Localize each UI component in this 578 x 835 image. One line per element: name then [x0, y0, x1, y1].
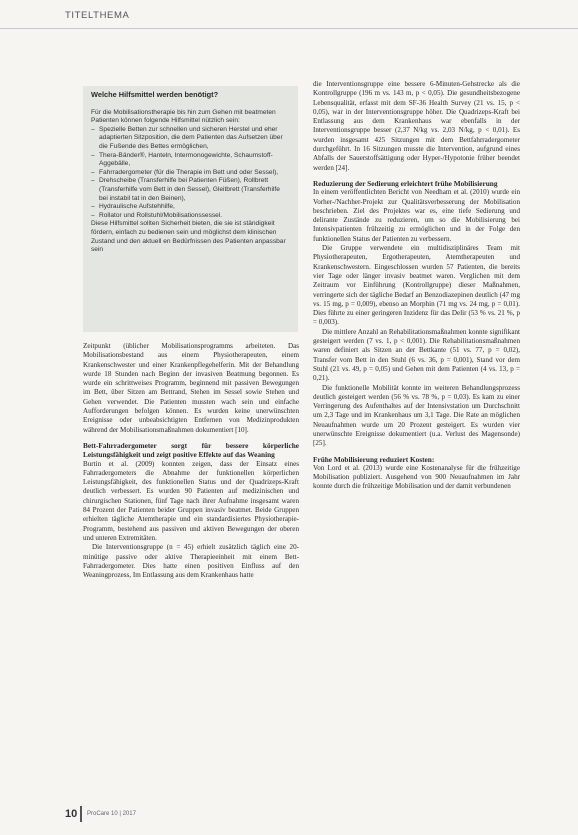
info-box-outro: Diese Hilfsmittel sollten Sicherheit bieten, die sie ist ständigkeit fördern, einfach zu bedienen sein und möglichst dem klinischen Zustand und den aktuell en Bedürfnissen des Patienten anpassbar sein: [91, 220, 286, 254]
right-column: [313, 80, 520, 804]
list-item: – Rollator und Rollstuhl/Mobilisationssessel.: [91, 212, 290, 221]
header-rule: [0, 28, 578, 29]
info-box: [83, 86, 298, 332]
footer-divider: [80, 806, 82, 822]
list-item: – Spezielle Betten zur schnellen und sicheren Herstel und eher adaptierten Sitzposition, die dem Patienten das Aufsetzen über die Fußende des Bettes ermöglichen,: [91, 126, 290, 152]
info-box-intro: Für die Mobilisationstherapie bis hin zum Gehen mit beatmeten Patienten können folgende Hilfsmittel nützlich sein:: [91, 108, 276, 125]
subheading: Reduzierung der Sedierung erleichtert frühe Mobilisierung: [313, 178, 498, 188]
subheading: Bett-Fahrradergometer sorgt für bessere körperliche Leistungsfähigkeit und zeigt positive Effekte auf das Weaning: [83, 440, 299, 460]
paragraph: Von Lord et al. (2013) wurde eine Kostenanalyse für die frühzeitige Mobilisation publiziert. Ausgehend von 900 Neuaufnahmen im Jahr konnte durch die frühzeitige Mobilisation und der damit verbundenen: [313, 463, 520, 491]
info-box-title: Welche Hilfsmittel werden benötigt?: [91, 90, 219, 99]
list-item: – Thera-Bänder®, Hanteln, Intermonogewichte, Schaumstoff-Aggebälle,: [91, 152, 290, 169]
list-item: – Hydraulische Aufstehhilfe,: [91, 203, 290, 212]
list-item: – Drehscheibe (Transferhilfe bei Patienten Füßen), Rollbrett (Transferhilfe vom Bett in den Sessel), Gleitbrett (Transferhilfe bei instabil tat in den Beinen),: [91, 177, 290, 203]
paragraph: Burtin et al. (2009) konnten zeigen, dass der Einsatz eines Fahrradergometers die Abnahme der funktionellen körperlichen Leistungsfähigkeit, des funktionellen Status und der Quadrizeps-Kraft deutlich verbessert. Es wurden 90 Patienten auf medizinischen und chirurgischen Stationen, fünf Tage nach ihrer Aufnahme insgesamt waren 84 Prozent der Patienten beider Gruppen invasiv beatmet. Beide Gruppen erhielten tägliche Atemtherapie und ein standardisiertes Physiotherapie-Programm, bestehend aus passiven und aktiven Bewegungen der oberen und unteren Extremitäten.: [83, 459, 299, 542]
info-box-list: [91, 126, 290, 221]
publication-name: ProCare 10 | 2017: [87, 811, 136, 817]
page-number: 10: [65, 808, 78, 820]
paragraph: Zeitpunkt (üblicher Mobilisationsprogramms arbeiteten. Das Mobilisationsbestand aus einem Physiotherapeuten, einem Krankenschwester und einer Krankenpflegehelferin. Mit der Behandlung wurde 18 Stunden nach Beginn der invasiven Beatmung begonnen. Es wurde ein schrittweises Programm, beginnend mit passiven Bewegungen im Bett, über Sitzen am Bettrand, Stehen im Sessel sowie Stehen und Gehen verwendet. Die Patienten mussten wach sein und einfache Aufforderungen befolgen können. Es wurden keine unerwünschten Ereignisse oder unbeabsichtigten Entfernen von Medizinprodukten während der Mobilisationsmaßnahmen dokumentiert [10].: [83, 342, 299, 434]
subheading: Frühe Mobilisierung reduziert Kosten:: [313, 454, 435, 464]
list-item: – Fahrradergometer (für die Therapie im Bett und oder Sessel),: [91, 169, 290, 178]
paragraph: Die Interventionsgruppe (n = 45) erhielt zusätzlich täglich eine 20-minütige passive oder aktive Therapieeinheit mit einem Bett-Fahrradergometer. Dies hatte einen positiven Einfluss auf den Weaningprozess, Im Entlassung aus dem Krankenhaus hatte: [83, 543, 299, 580]
section-header: TITELTHEMA: [65, 10, 130, 21]
paragraph: die Interventionsgruppe eine bessere 6-Minuten-Gehstrecke als die Kontrollgruppe (196 m vs. 143 m, p < 0,05). Die gesundheitsbezogene Lebensqualität, erfasst mit dem SF-36 Health Survey (21 vs. 15, p < 0,05), war in der Interventionsgruppe höher. Die Quadrizeps-Kraft bei Entlassung aus dem Krankenhaus war ebenfalls in der Interventionsgruppe besser (2,37 N/kg vs. 2,03 N/kg, p < 0,01). Es wurden insgesamt 425 Sitzungen mit dem Bettfahrradergometer durchgeführt. In 16 Sitzungen musste die Intervention, aufgrund eines Abfalls der Sauerstoffsättigung oder Hyper-/Hypotonie früher beendet werden [24].: [313, 80, 520, 172]
paragraph: Die Gruppe verwendete ein multidisziplinäres Team mit Physiotherapeuten, Ergotherapeuten, Atemtherapeuten und Krankenschwestern. Eingeschlossen wurden 57 Patienten, die bereits vier Tage oder länger invasiv beatmet waren. Verglichen mit dem Zeitraum vor Einführung (Kontrollgruppe) dieser Maßnahmen, verringerte sich der tägliche Bedarf an Benzodiazepinen deutlich (47 mg vs. 15 mg, p = 0,009), ebenso an Morphin (71 mg vs. 24 mg, p = 0,01). Dies führte zu einer geringeren Inzidenz für das Delir (53 % vs. 21 %, p = 0,003).: [313, 244, 520, 327]
paragraph: In einem veröffentlichten Bericht von Needham et al. (2010) wurde ein Vorher-/Nachher-Projekt zur Qualitätsverbesserung der Mobilisation beschrieben. Ziel des Projektes war es, eine tiefe Sedierung und delirante Zustände zu reduzieren, um so die Mobilisierung bei Intensivpatienten frühzeitig zu ermöglichen und in der Folge den funktionellen Status der Patienten zu verbessern.: [313, 188, 520, 243]
paragraph: Die mittlere Anzahl an Rehabilitationsmaßnahmen konnte signifikant gesteigert werden (7 vs. 1, p < 0,001). Die Rehabilitationsmaßnahmen waren definiert als Sitzen an der Bettkante (51 vs. 77, p = 0,02), Transfer vom Bett in den Stuhl (6 vs. 36, p = 0,001), Stand vor dem Stuhl (21 vs. 49, p = 0,05) und Gehen mit dem Patienten (4 vs. 13, p = 0,21).: [313, 327, 520, 383]
left-column: [83, 342, 299, 802]
paragraph: Die funktionelle Mobilität konnte im weiteren Behandlungsprozess deutlich gesteigert werden (56 % vs. 78 %, p = 0,03). Es kam zu einer Verringerung des Aufenthaltes auf der Intensivstation um Durchschnitt um 2,3 Tage und im Krankenhaus um 3,1 Tage. Die Rate an möglichen Neuaufnahmen wurde um 20 Prozent gesteigert. Es wurden vier unerwünschte Ereignisse dokumentiert (u.a. Verlust des Magensonde) [25].: [313, 383, 520, 448]
